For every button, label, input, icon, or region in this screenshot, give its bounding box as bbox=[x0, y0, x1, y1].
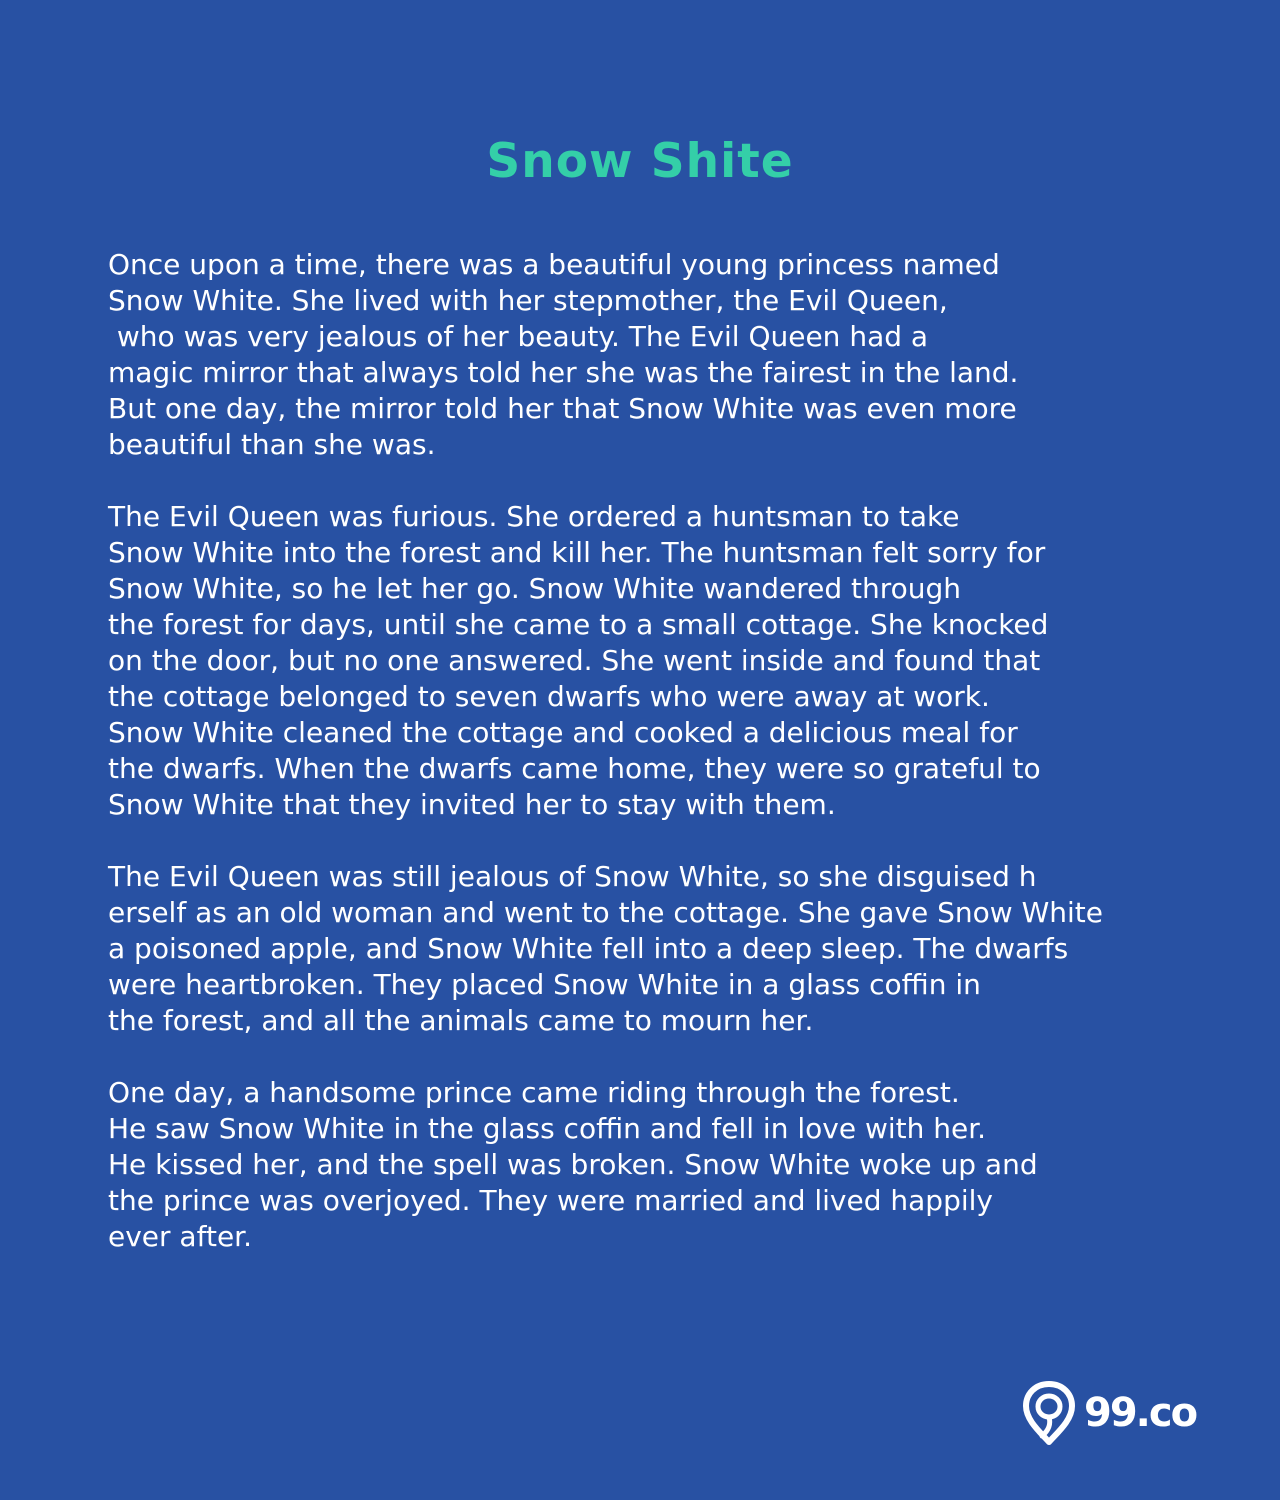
story-line: on the door, but no one answered. She went inside and found that bbox=[108, 644, 1041, 677]
story-line: Snow White cleaned the cottage and cooked a delicious meal for bbox=[108, 716, 1018, 749]
story-line: were heartbroken. They placed Snow White in a glass coffin in bbox=[108, 968, 981, 1001]
story-line: the forest for days, until she came to a small cottage. She knocked bbox=[108, 608, 1049, 641]
story-paragraph bbox=[108, 1075, 1228, 1255]
story-line: The Evil Queen was furious. She ordered a huntsman to take bbox=[108, 500, 960, 533]
story-line: beautiful than she was. bbox=[108, 428, 436, 461]
story-paragraph bbox=[108, 499, 1228, 823]
story-line: But one day, the mirror told her that Snow White was even more bbox=[108, 392, 1017, 425]
story-line: Once upon a time, there was a beautiful young princess named bbox=[108, 248, 1000, 281]
story-line: the prince was overjoyed. They were married and lived happily bbox=[108, 1184, 993, 1217]
story-line: Snow White, so he let her go. Snow White wandered through bbox=[108, 572, 962, 605]
story-line: a poisoned apple, and Snow White fell into a deep sleep. The dwarfs bbox=[108, 932, 1069, 965]
story-line: Snow White into the forest and kill her. The huntsman felt sorry for bbox=[108, 536, 1046, 569]
story-line: The Evil Queen was still jealous of Snow White, so she disguised h bbox=[108, 860, 1037, 893]
story-line: who was very jealous of her beauty. The Evil Queen had a bbox=[108, 320, 929, 353]
page-title: Snow Shite bbox=[486, 134, 794, 189]
story-paragraph bbox=[108, 247, 1228, 463]
story-line: erself as an old woman and went to the cottage. She gave Snow White bbox=[108, 896, 1104, 929]
story-line: He kissed her, and the spell was broken. Snow White woke up and bbox=[108, 1148, 1038, 1181]
story-line: One day, a handsome prince came riding through the forest. bbox=[108, 1076, 960, 1109]
story-line: magic mirror that always told her she was the fairest in the land. bbox=[108, 356, 1019, 389]
story-line: ever after. bbox=[108, 1220, 253, 1253]
story-line: the forest, and all the animals came to mourn her. bbox=[108, 1004, 814, 1037]
story-paragraph bbox=[108, 859, 1228, 1039]
location-pin-icon bbox=[1022, 1380, 1076, 1446]
brand-logo bbox=[1022, 1380, 1196, 1446]
story-line: Snow White. She lived with her stepmother, the Evil Queen, bbox=[108, 284, 948, 317]
story-line: the dwarfs. When the dwarfs came home, they were so grateful to bbox=[108, 752, 1041, 785]
story-body bbox=[108, 247, 1228, 1291]
story-line: Snow White that they invited her to stay with them. bbox=[108, 788, 836, 821]
story-line: the cottage belonged to seven dwarfs who were away at work. bbox=[108, 680, 990, 713]
brand-logo-text: 99.co bbox=[1084, 1390, 1197, 1436]
story-line: He saw Snow White in the glass coffin and fell in love with her. bbox=[108, 1112, 987, 1145]
